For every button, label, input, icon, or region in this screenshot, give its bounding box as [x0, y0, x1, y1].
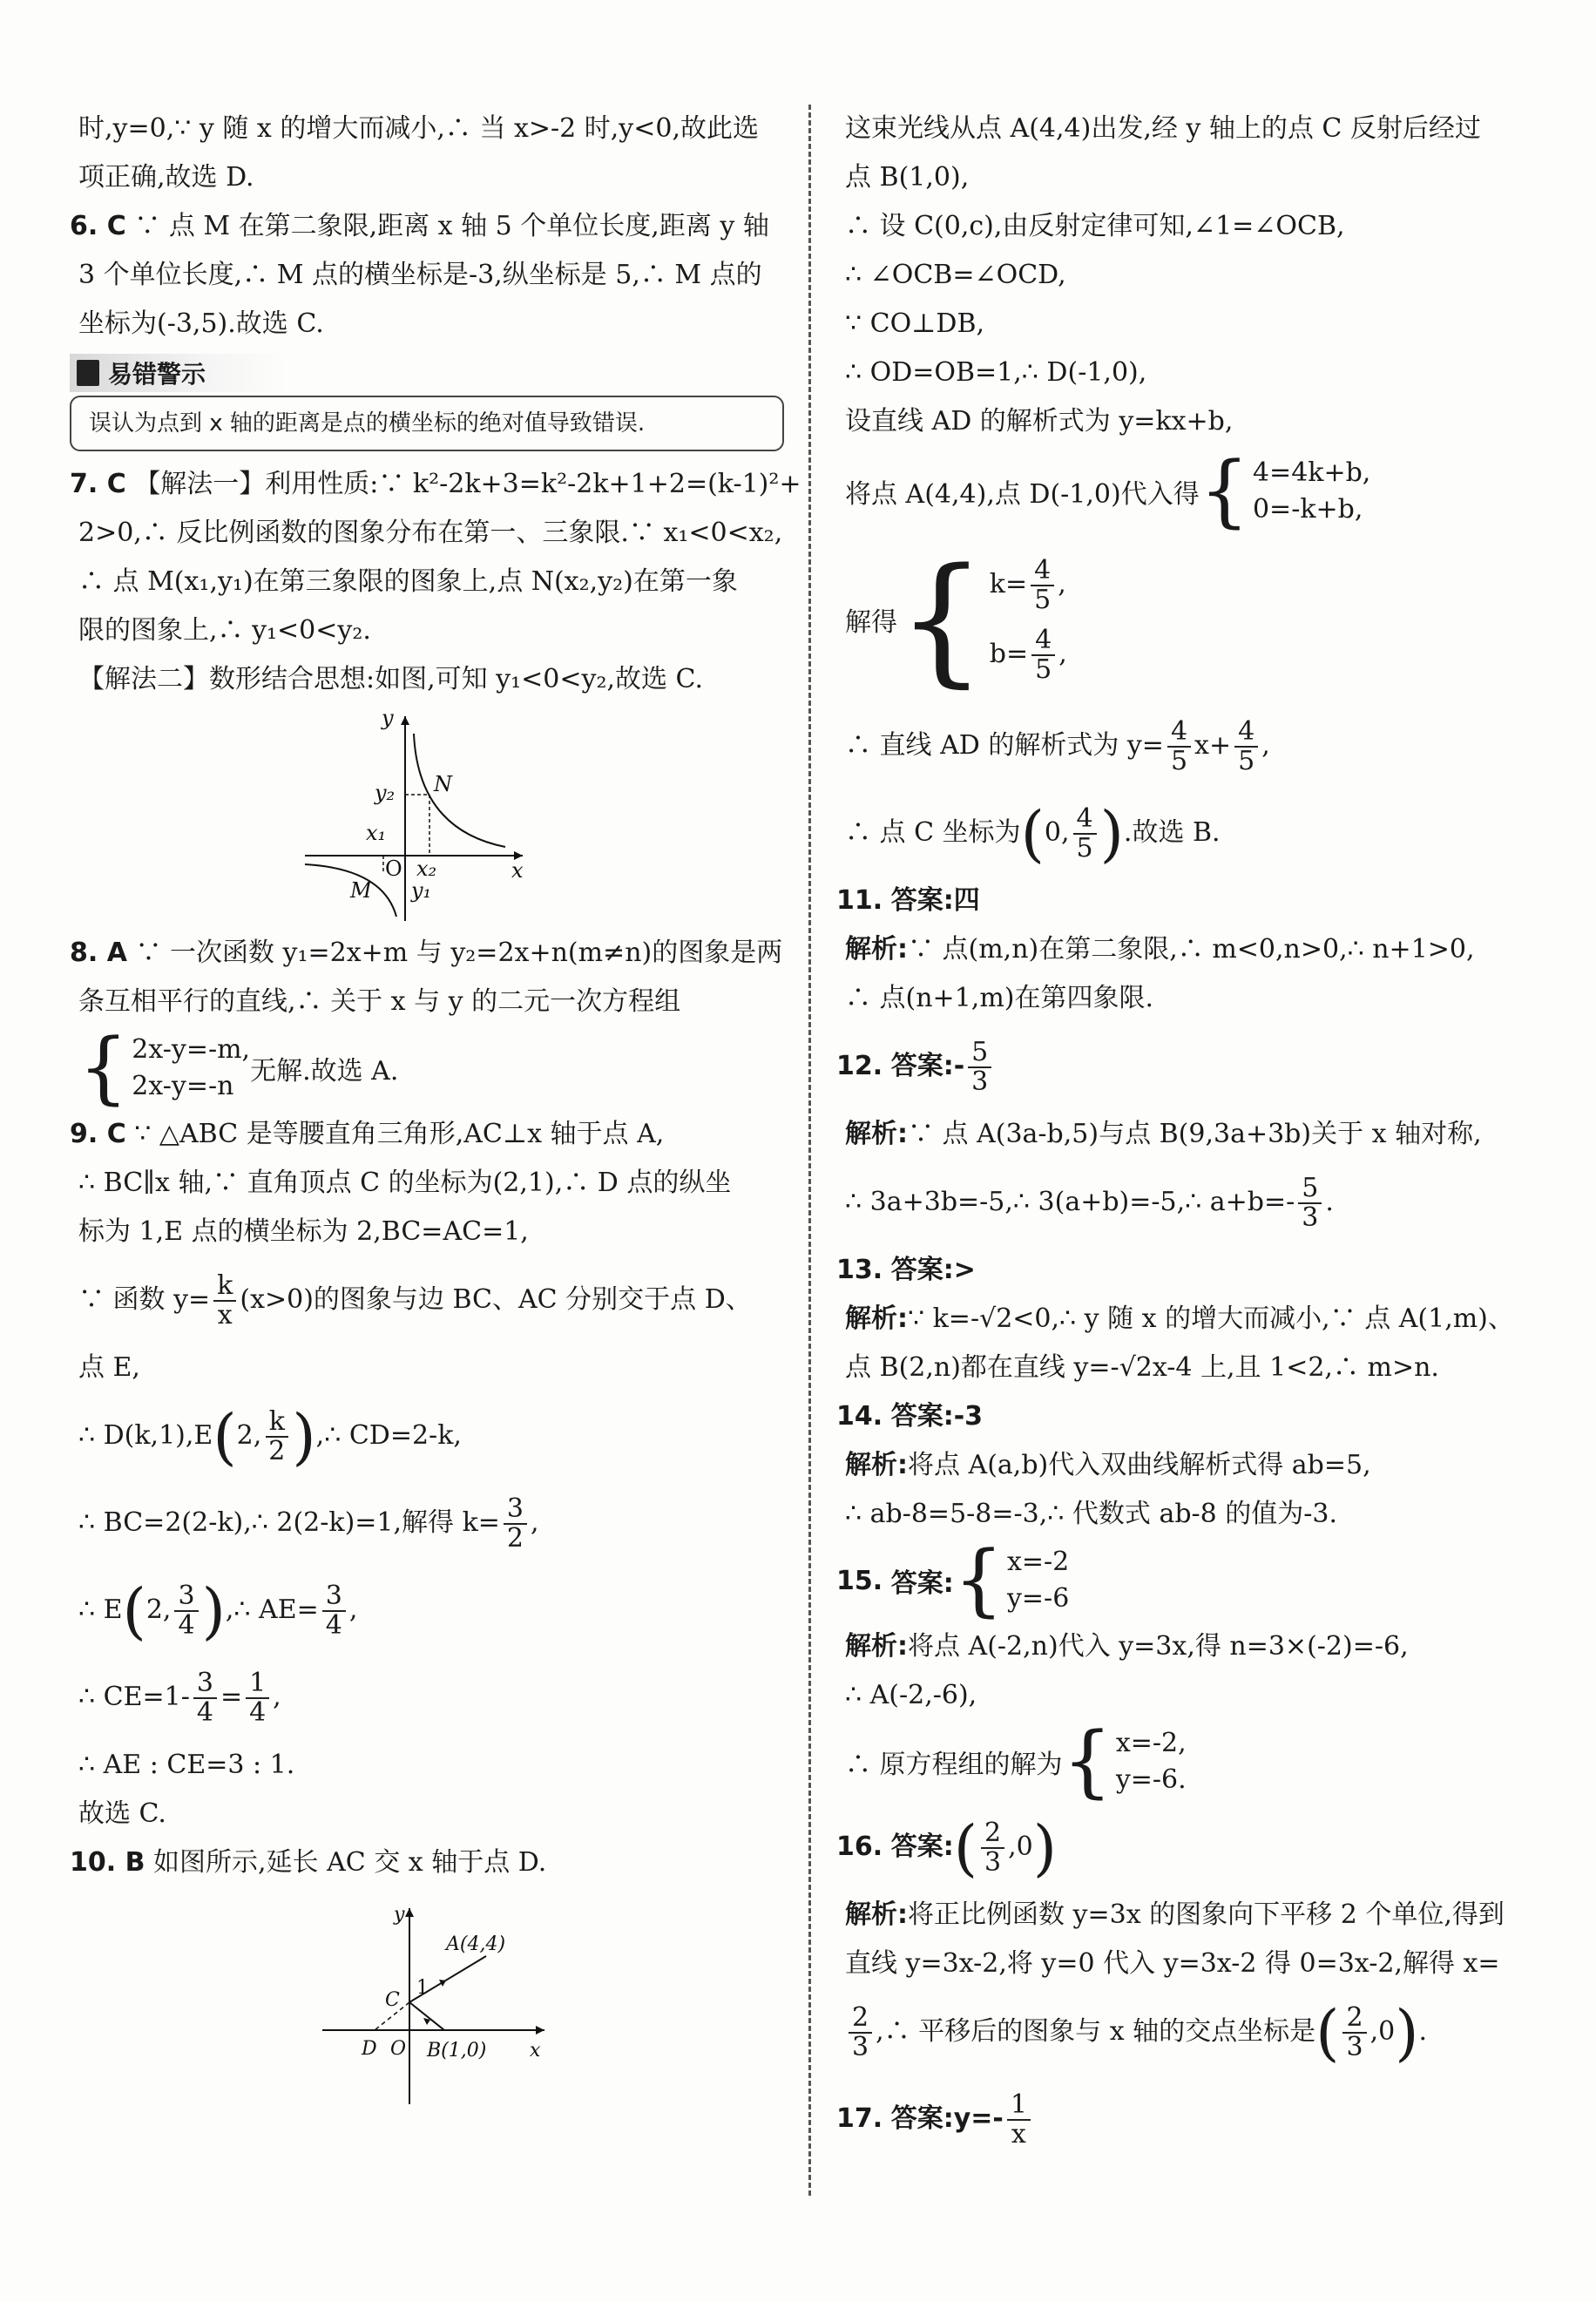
x-label: x	[511, 858, 524, 883]
text-line: 时,y=0,∵ y 随 x 的增大而减小,∴ 当 x>-2 时,y<0,故此选	[78, 113, 760, 144]
question-number: 13.	[836, 1255, 883, 1285]
question-8	[70, 929, 793, 978]
answer-label: 答案:-	[890, 1051, 965, 1081]
text-line: ∵ 点 M 在第二象限,距离 x 轴 5 个单位长度,距离 y 轴	[134, 211, 769, 241]
text-line: 3 个单位长度,∴ M 点的横坐标是-3,纵坐标是 5,∴ M 点的	[78, 260, 762, 290]
equation: b= $\frac{4}{5}$ ,	[989, 625, 1067, 685]
text-line: ∴ BC=2(2-k),∴ 2(2-k)=1,解得 k= $\frac{3}{2}$ ,	[78, 1493, 539, 1554]
text-line: ∵ CO⊥DB,	[845, 308, 985, 339]
book-icon	[77, 360, 99, 386]
reflected-ray	[409, 2002, 444, 2030]
column-divider	[808, 105, 811, 2196]
text-line: ∴ 3a+3b=-5,∴ 3(a+b)=-5,∴ a+b=- $\frac{5}{3}$ .	[845, 1173, 1334, 1233]
answer-label: 答案:四	[890, 885, 980, 916]
brace-icon: {	[78, 1022, 129, 1114]
y-axis-arrow	[405, 1908, 414, 1917]
equation: 2x-y=-m,	[132, 1034, 251, 1065]
point-a-label: A(4,4)	[446, 1933, 506, 1955]
text-line: ∵ 一次函数 y₁=2x+m 与 y₂=2x+n(m≠n)的图象是两	[135, 938, 783, 968]
question-number: 10. B	[70, 1847, 145, 1878]
text-line: ∵ △ABC 是等腰直角三角形,AC⊥x 轴于点 A,	[134, 1119, 665, 1149]
answer-label: 答案:	[890, 1568, 954, 1599]
equation-system	[836, 1716, 1586, 1807]
question-14	[836, 1392, 1586, 1441]
text-line: 点 B(1,0),	[845, 162, 970, 193]
equation-system	[70, 1022, 793, 1114]
question-number: 7. C	[70, 469, 126, 499]
text-line: 点 E,	[78, 1352, 140, 1383]
angle-label: 1	[416, 1977, 429, 1999]
text-line: 解析:将正比例函数 y=3x 的图象向下平移 2 个单位,得到	[845, 1899, 1505, 1930]
text-line: $\frac{2}{3}$ ,∴ 平移后的图象与 x 轴的交点坐标是( $\frac{2}{3}$ ,0).	[836, 1988, 1586, 2075]
text-line: 2>0,∴ 反比例函数的图象分布在第一、三象限.∵ x₁<0<x₂,	[78, 518, 783, 548]
text-line: 将点 A(4,4),点 D(-1,0)代入得	[845, 479, 1200, 510]
y2-label: y₂	[375, 781, 396, 805]
text-line: ∴ 点 M(x₁,y₁)在第三象限的图象上,点 N(x₂,y₂)在第一象	[78, 566, 738, 597]
text-line: 限的图象上,∴ y₁<0<y₂.	[78, 615, 371, 646]
text-line: ∴ E(2, $\frac{3}{4}$ ),∴ AE= $\frac{3}{4}$ ,	[78, 1575, 358, 1647]
question-number: 17.	[836, 2103, 883, 2134]
text-line: 故选 C.	[78, 1798, 166, 1829]
question-number: 6. C	[70, 211, 126, 241]
question-10	[70, 1838, 793, 1887]
hyperbola-figure	[70, 708, 793, 925]
text-line: ∴ 原方程组的解为	[845, 1750, 1063, 1780]
brace-icon: {	[1062, 1716, 1112, 1807]
answer-label: 答案:>	[890, 1255, 976, 1285]
text-line: ∴ 直线 AD 的解析式为 y= $\frac{4}{5}$ x+ $\frac{4}{5}$ ,	[845, 716, 1270, 776]
warning-box	[70, 396, 784, 451]
point-d-label: D	[362, 2038, 377, 2060]
text-line: ∴ OD=OB=1,∴ D(-1,0),	[845, 357, 1147, 388]
question-16: 16. 答案:( $\frac{2}{3}$ ,0)	[836, 1804, 1586, 1891]
point-c-label: C	[385, 1989, 400, 2011]
question-number: 14.	[836, 1401, 883, 1432]
brace-icon: {	[1199, 445, 1249, 537]
text-line: ∴ D(k,1),E(2, $\frac{k}{2}$ ),∴ CD=2-k,	[78, 1401, 462, 1473]
equation: y=-6.	[1115, 1764, 1187, 1795]
x1-label: x₁	[366, 821, 387, 845]
equation: 4=4k+b,	[1252, 457, 1371, 488]
answer-label: 答案:y=-	[890, 2103, 1004, 2134]
question-17: 17. 答案:y=- $\frac{1}{x}$	[836, 2075, 1586, 2163]
text-line: ∴ 点 C 坐标为(0, $\frac{4}{5}$ ).故选 B.	[845, 798, 1221, 870]
point-m-label: M	[350, 878, 372, 903]
reflection-figure	[70, 1891, 793, 2109]
text-line: ∴ AE : CE=3 : 1.	[78, 1750, 295, 1780]
x-label: x	[530, 2040, 541, 2062]
question-13	[836, 1246, 1586, 1295]
answer-label: 答案:	[890, 1831, 954, 1862]
right-column	[836, 105, 1586, 2163]
text-line: ∴ A(-2,-6),	[845, 1680, 977, 1710]
origin-label: O	[385, 856, 402, 881]
point-b-label: B(1,0)	[427, 2040, 487, 2062]
text-line: 这束光线从点 A(4,4)出发,经 y 轴上的点 C 反射后经过	[845, 113, 1481, 144]
text-line: 点 B(2,n)都在直线 y=-√2x-4 上,且 1<2,∴ m>n.	[845, 1352, 1439, 1383]
question-6	[70, 202, 793, 251]
x2-label: x₂	[416, 856, 437, 881]
text-line: 坐标为(-3,5).故选 C.	[78, 308, 324, 339]
equation-system	[836, 446, 1586, 537]
curve-branch-1	[414, 734, 505, 847]
brace-icon: {	[953, 1534, 1004, 1626]
text-line: ∴ 点(n+1,m)在第四象限.	[845, 983, 1154, 1013]
question-number: 15.	[836, 1565, 883, 1596]
text-line: ∴ 设 C(0,c),由反射定律可知,∠1=∠OCB,	[845, 211, 1345, 241]
x-axis-arrow	[536, 2026, 544, 2035]
equation: 0=-k+b,	[1252, 494, 1363, 525]
warning-text: 误认为点到 x 轴的距离是点的横坐标的绝对值导致错误.	[89, 410, 646, 437]
text-line: 标为 1,E 点的横坐标为 2,BC=AC=1,	[78, 1216, 529, 1247]
text-line: 【解法二】数形结合思想:如图,可知 y₁<0<y₂,故选 C.	[78, 664, 703, 694]
question-number: 12.	[836, 1051, 883, 1081]
question-number: 8. A	[70, 938, 127, 968]
equation: k= $\frac{4}{5}$ ,	[989, 555, 1066, 615]
text-line: 解析:∵ k=-√2<0,∴ y 随 x 的增大而减小,∵ 点 A(1,m)、	[845, 1303, 1514, 1334]
equation: x=-2	[1006, 1547, 1070, 1577]
question-9	[70, 1110, 793, 1159]
text-line: 解得	[845, 607, 897, 638]
question-number: 11.	[836, 885, 883, 916]
y-axis-arrow	[401, 716, 409, 725]
question-12: 12. 答案:- $\frac{5}{3}$	[836, 1023, 1586, 1110]
y-label: y	[382, 708, 394, 730]
text-line: ∵ 函数 y= $\frac{k}{x}$ (x>0)的图象与边 BC、AC 分别交于点 D、	[78, 1270, 752, 1330]
left-column	[70, 105, 801, 2112]
brace-icon: {	[897, 538, 986, 701]
point-n-label: N	[434, 772, 452, 796]
question-number: 9. C	[70, 1119, 126, 1149]
text-line: 【解法一】利用性质:∵ k²-2k+3=k²-2k+1+2=(k-1)²+	[134, 469, 801, 499]
question-11	[836, 877, 1586, 925]
text-line: 条互相平行的直线,∴ 关于 x 与 y 的二元一次方程组	[78, 986, 681, 1017]
text-line: 解析:将点 A(a,b)代入双曲线解析式得 ab=5,	[845, 1450, 1371, 1480]
question-15	[836, 1534, 1586, 1626]
text-line: ∴ ab-8=5-8=-3,∴ 代数式 ab-8 的值为-3.	[845, 1499, 1338, 1529]
equation: 2x-y=-n	[132, 1071, 234, 1101]
text-line: 解析:∵ 点 A(3a-b,5)与点 B(9,3a+3b)关于 x 轴对称,	[845, 1119, 1482, 1149]
text-line: 项正确,故选 D.	[78, 162, 254, 193]
text-line: 直线 y=3x-2,将 y=0 代入 y=3x-2 得 0=3x-2,解得 x=	[845, 1948, 1500, 1979]
answer-label: 答案:-3	[890, 1401, 984, 1432]
warning-header	[70, 354, 287, 392]
y1-label: y₁	[411, 878, 432, 903]
text-line: ∴ BC∥x 轴,∵ 直角顶点 C 的坐标为(2,1),∴ D 点的纵坐	[78, 1168, 732, 1198]
text-line: 无解.故选 A.	[250, 1056, 399, 1087]
equation: x=-2,	[1115, 1728, 1187, 1758]
text-line: 解析:将点 A(-2,n)代入 y=3x,得 n=3×(-2)=-6,	[845, 1631, 1409, 1662]
text-line: ∴ ∠OCB=∠OCD,	[845, 260, 1066, 290]
text-line: ∴ CE=1- $\frac{3}{4}$ = $\frac{1}{4}$ ,	[78, 1668, 281, 1728]
text-line: 解析:∵ 点(m,n)在第二象限,∴ m<0,n>0,∴ n+1>0,	[845, 934, 1475, 965]
question-number: 16.	[836, 1831, 883, 1862]
warning-title: 易错警示	[108, 360, 206, 389]
question-7	[70, 460, 801, 509]
text-line: 如图所示,延长 AC 交 x 轴于点 D.	[153, 1847, 547, 1878]
text-line: 设直线 AD 的解析式为 y=kx+b,	[845, 406, 1234, 437]
equation: y=-6	[1006, 1583, 1070, 1614]
solution-system	[836, 537, 1586, 702]
origin-label: O	[390, 2038, 407, 2060]
y-label: y	[394, 1904, 405, 1926]
